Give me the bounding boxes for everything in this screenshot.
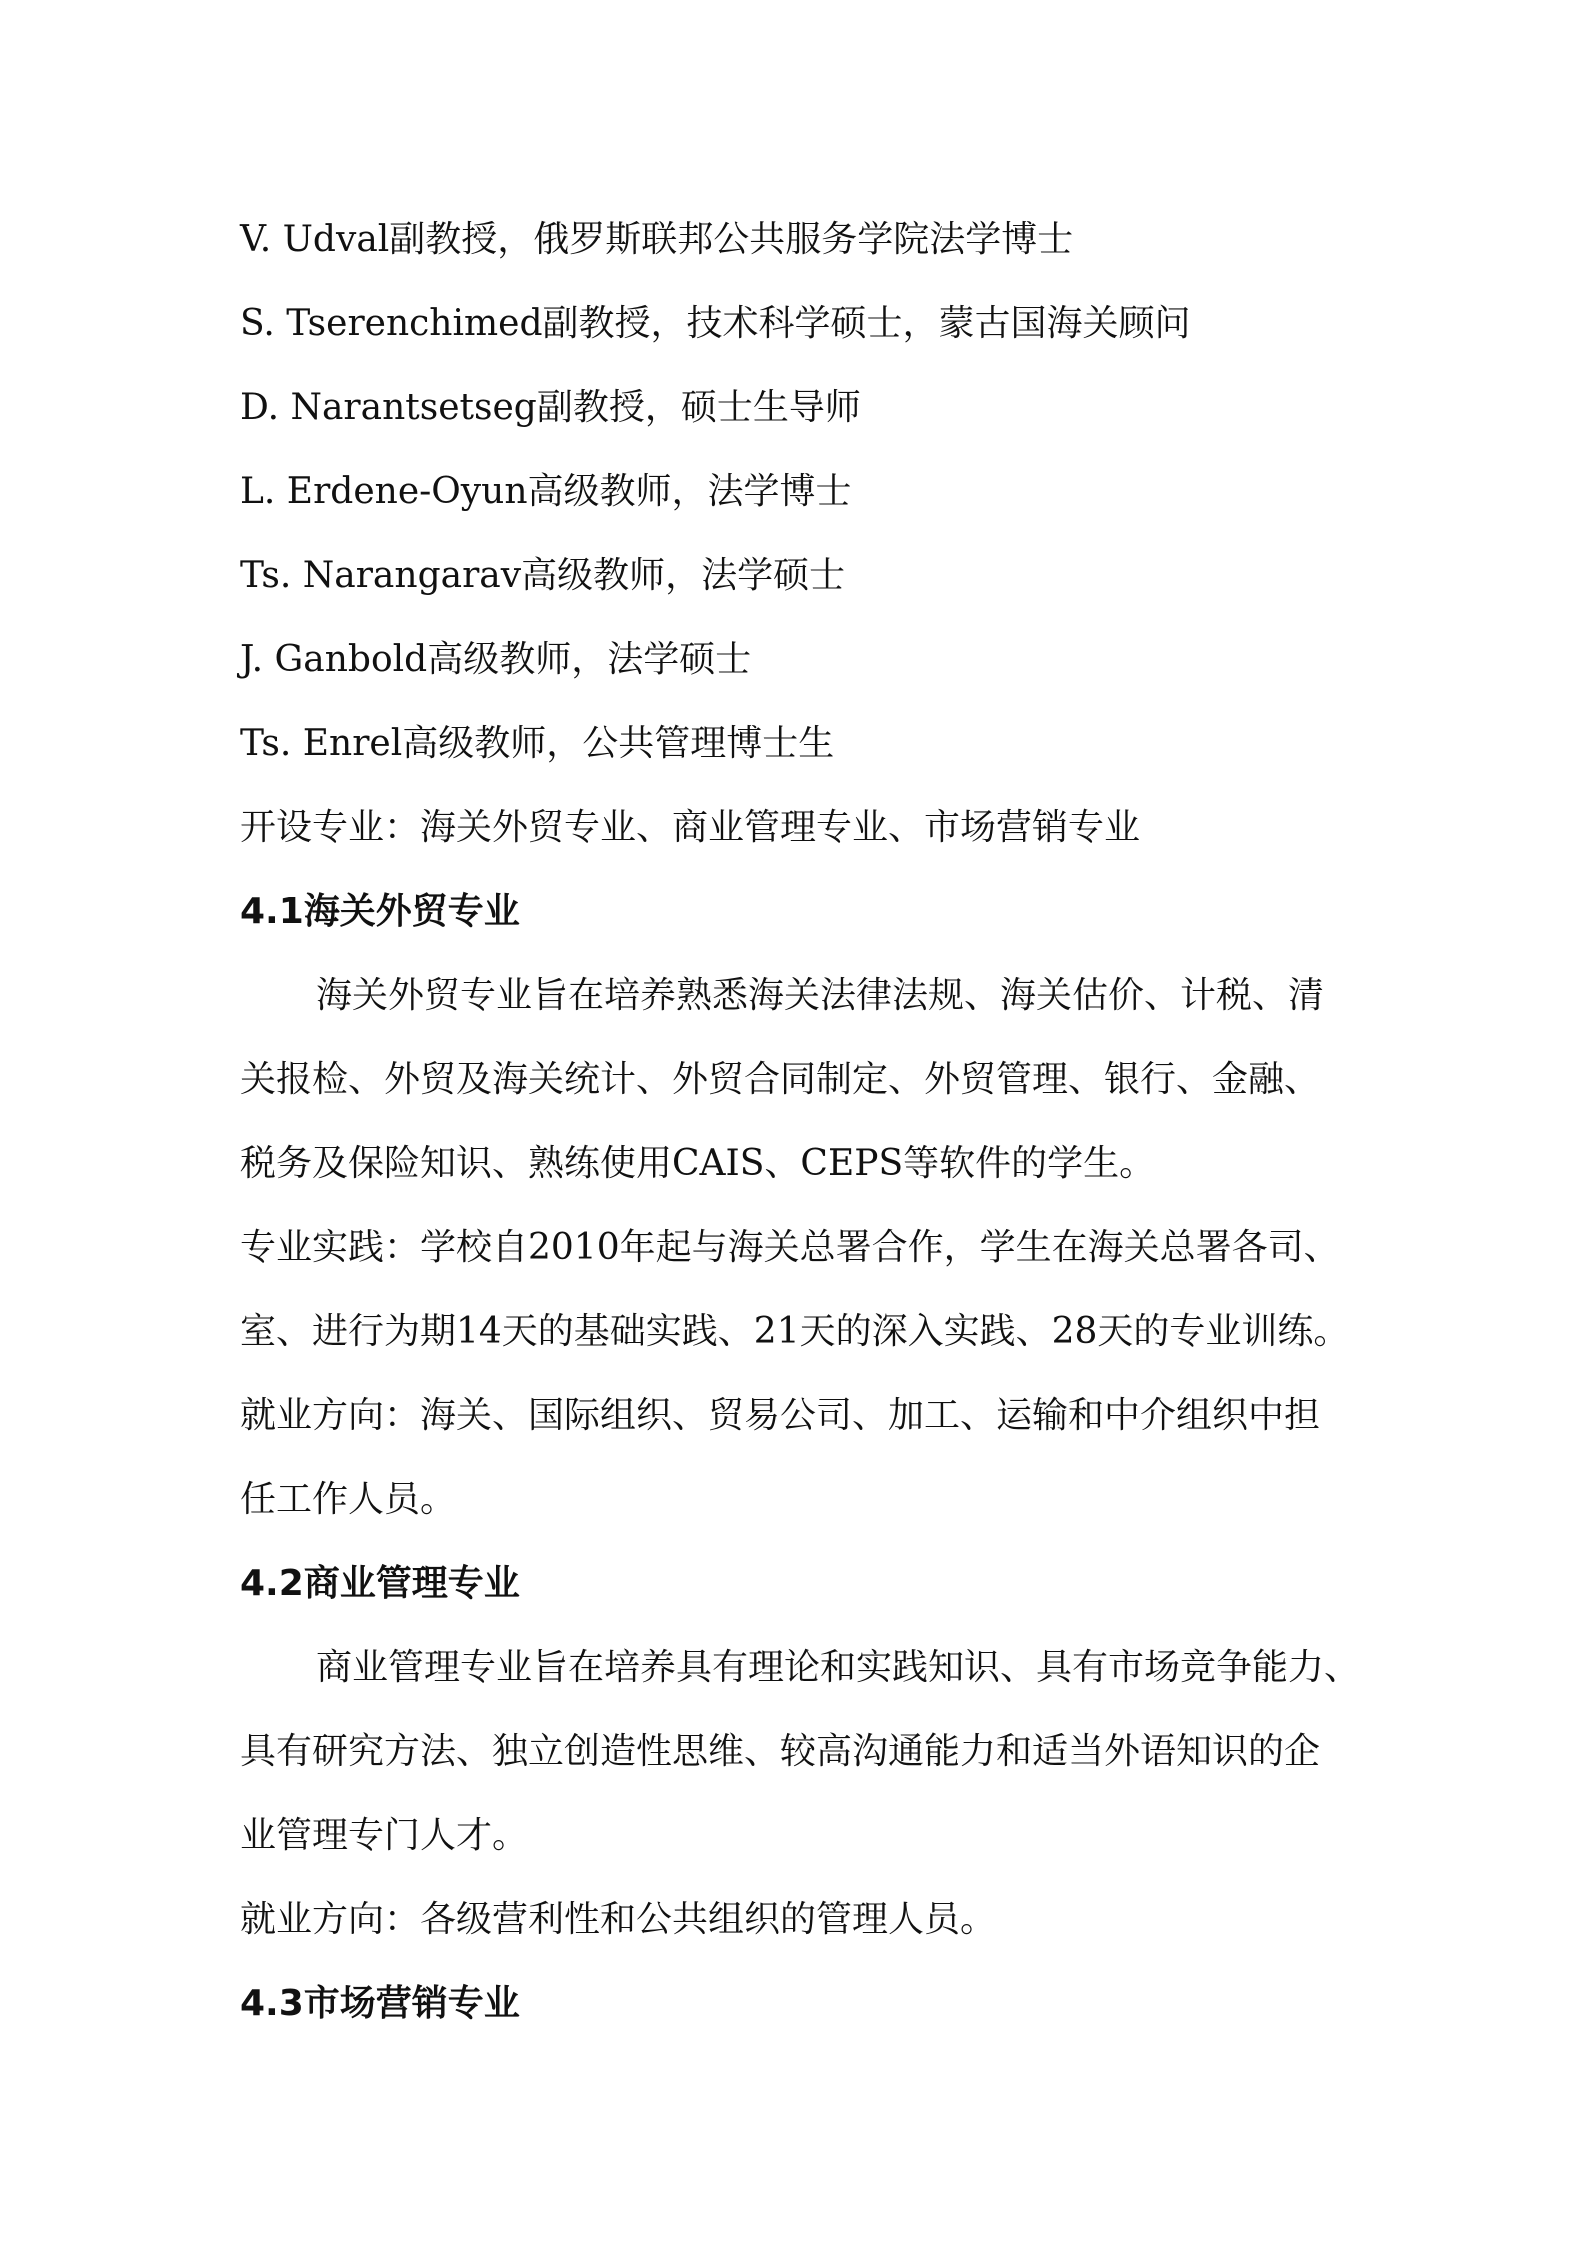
faculty-item: Ts. Narangarav高级教师，法学硕士	[240, 555, 846, 596]
paragraph-line: 就业方向：海关、国际组织、贸易公司、加工、运输和中介组织中担	[240, 1395, 1321, 1436]
faculty-item: D. Narantsetseg副教授，硕士生导师	[240, 387, 861, 428]
paragraph-line: 具有研究方法、独立创造性思维、较高沟通能力和适当外语知识的企	[240, 1731, 1321, 1772]
paragraph-line: 室、进行为期14天的基础实践、21天的深入实践、28天的专业训练。	[240, 1311, 1350, 1352]
paragraph-line: 任工作人员。	[240, 1479, 457, 1520]
page-content	[240, 198, 1370, 2046]
faculty-list	[240, 198, 1370, 786]
paragraph-line: 专业实践：学校自2010年起与海关总署合作，学生在海关总署各司、	[240, 1227, 1340, 1268]
section-4-1-intro	[240, 954, 1370, 1206]
faculty-item: S. Tserenchimed副教授，技术科学硕士，蒙古国海关顾问	[240, 303, 1191, 344]
paragraph-line: 商业管理专业旨在培养具有理论和实践知识、具有市场竞争能力、	[316, 1647, 1361, 1688]
section-4-1-employment	[240, 1374, 1370, 1542]
section-heading-4-1: 4.1海关外贸专业	[240, 891, 520, 932]
section-4-2-employment: 就业方向：各级营利性和公共组织的管理人员。	[240, 1899, 997, 1940]
section-heading-4-3: 4.3市场营销专业	[240, 1983, 520, 2024]
section-4-2-intro	[240, 1626, 1370, 1878]
section-heading-4-2: 4.2商业管理专业	[240, 1563, 520, 1604]
paragraph-line: 税务及保险知识、熟练使用CAIS、CEPS等软件的学生。	[240, 1143, 1156, 1184]
majors-offered: 开设专业：海关外贸专业、商业管理专业、市场营销专业	[240, 807, 1141, 848]
faculty-item: V. Udval副教授，俄罗斯联邦公共服务学院法学博士	[240, 219, 1074, 260]
faculty-item: L. Erdene-Oyun高级教师，法学博士	[240, 471, 852, 512]
paragraph-line: 海关外贸专业旨在培养熟悉海关法律法规、海关估价、计税、清	[316, 975, 1325, 1016]
section-4-1-practice	[240, 1206, 1370, 1374]
faculty-item: J. Ganbold高级教师，法学硕士	[240, 639, 752, 680]
faculty-item: Ts. Enrel高级教师，公共管理博士生	[240, 723, 835, 764]
paragraph-line: 关报检、外贸及海关统计、外贸合同制定、外贸管理、银行、金融、	[240, 1059, 1321, 1100]
paragraph-line: 业管理专门人才。	[240, 1815, 529, 1856]
